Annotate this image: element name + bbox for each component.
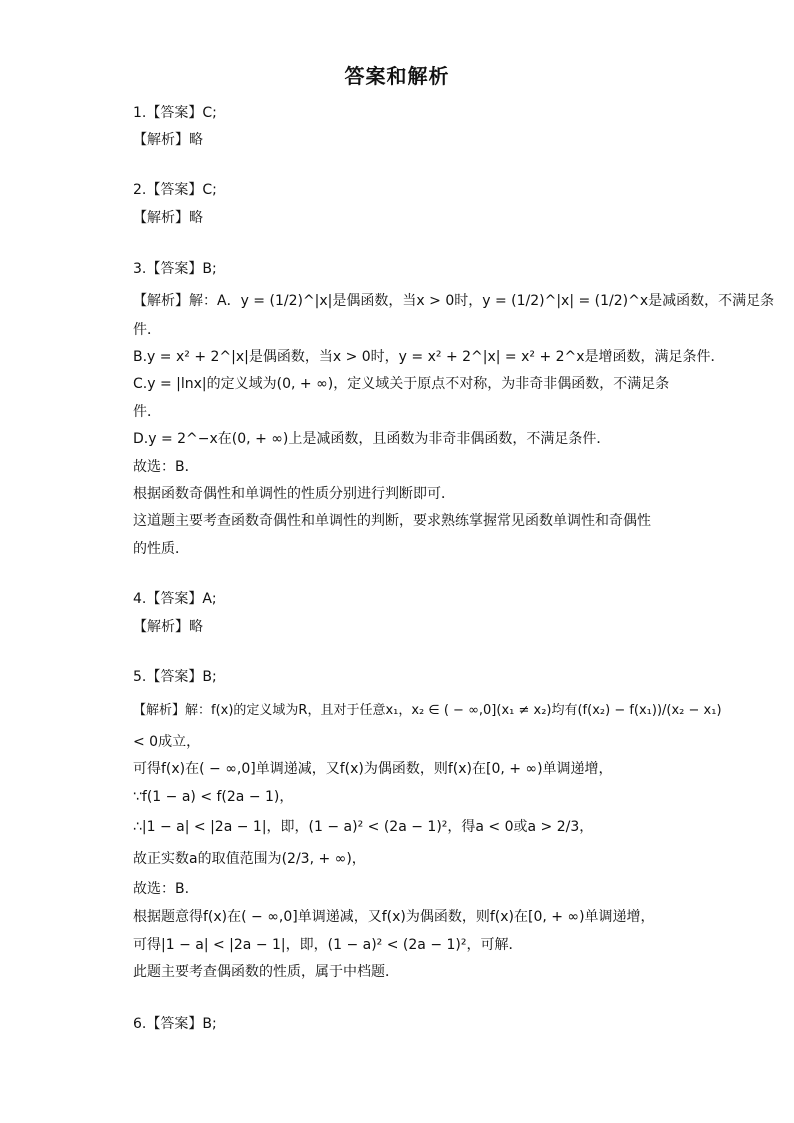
q3-answer: 3.【答案】B; [133, 261, 217, 277]
q6-answer: 6.【答案】B; [133, 1016, 217, 1032]
q2-analysis: 【解析】略 [133, 210, 203, 226]
q3-analysis-line-6: D.y = 2^−x在(0, + ∞)上是减函数，且函数为非奇非偶函数，不满足条件． [133, 431, 611, 447]
q3-analysis-line-2: 件． [133, 322, 161, 338]
q5-analysis-line-1: 【解析】解：f(x)的定义域为R，且对于任意x₁，x₂ ∈ ( − ∞,0](x₁ ≠ x₂)均有(f(x₂) − f(x₁))/(x₂ − x₁) [133, 703, 722, 718]
q2-answer: 2.【答案】C; [133, 182, 217, 198]
q3-analysis-line-10: 的性质． [133, 541, 189, 557]
document-title: 答案和解析 [344, 64, 450, 88]
q5-analysis-line-4: ∵f(1 − a) < f(2a − 1)， [133, 789, 294, 805]
q5-analysis-line-5: ∴|1 − a| < |2a − 1|，即，(1 − a)² < (2a − 1)²，得a < 0或a > 2/3， [133, 819, 594, 835]
q3-analysis-line-9: 这道题主要考查函数奇偶性和单调性的判断，要求熟练掌握常见函数单调性和奇偶性 [133, 513, 651, 529]
q3-analysis-line-1: 【解析】解：A．y = (1/2)^|x|是偶函数，当x > 0时，y = (1/2)^|x| = (1/2)^x是减函数，不满足条 [133, 293, 775, 309]
q5-analysis-line-6: 故正实数a的取值范围为(2/3, + ∞)， [133, 851, 366, 867]
q3-analysis-line-3: B.y = x² + 2^|x|是偶函数，当x > 0时，y = x² + 2^|x| = x² + 2^x是增函数，满足条件． [133, 349, 725, 365]
q5-analysis-line-10: 此题主要考查偶函数的性质，属于中档题． [133, 964, 399, 980]
q5-analysis-line-8: 根据题意得f(x)在( − ∞,0]单调递减，又f(x)为偶函数，则f(x)在[0, + ∞)单调递增， [133, 909, 655, 925]
q3-analysis-line-8: 根据函数奇偶性和单调性的性质分别进行判断即可． [133, 486, 455, 502]
q5-analysis-line-9: 可得|1 − a| < |2a − 1|，即，(1 − a)² < (2a − 1)²，可解． [133, 937, 523, 953]
q4-analysis: 【解析】略 [133, 619, 203, 635]
q3-analysis-line-4: C.y = |lnx|的定义域为(0, + ∞)，定义域关于原点不对称，为非奇非偶函数，不满足条 [133, 376, 670, 392]
q1-answer: 1.【答案】C; [133, 105, 217, 121]
q3-analysis-line-5: 件． [133, 404, 161, 420]
q5-analysis-line-7: 故选：B. [133, 881, 190, 897]
q1-analysis: 【解析】略 [133, 132, 203, 148]
q4-answer: 4.【答案】A; [133, 591, 217, 607]
q3-analysis-line-7: 故选：B． [133, 459, 199, 475]
q5-analysis-line-2: < 0成立， [133, 734, 201, 750]
q5-analysis-line-3: 可得f(x)在( − ∞,0]单调递减，又f(x)为偶函数，则f(x)在[0, + ∞)单调递增， [133, 761, 613, 777]
q5-answer: 5.【答案】B; [133, 669, 217, 685]
